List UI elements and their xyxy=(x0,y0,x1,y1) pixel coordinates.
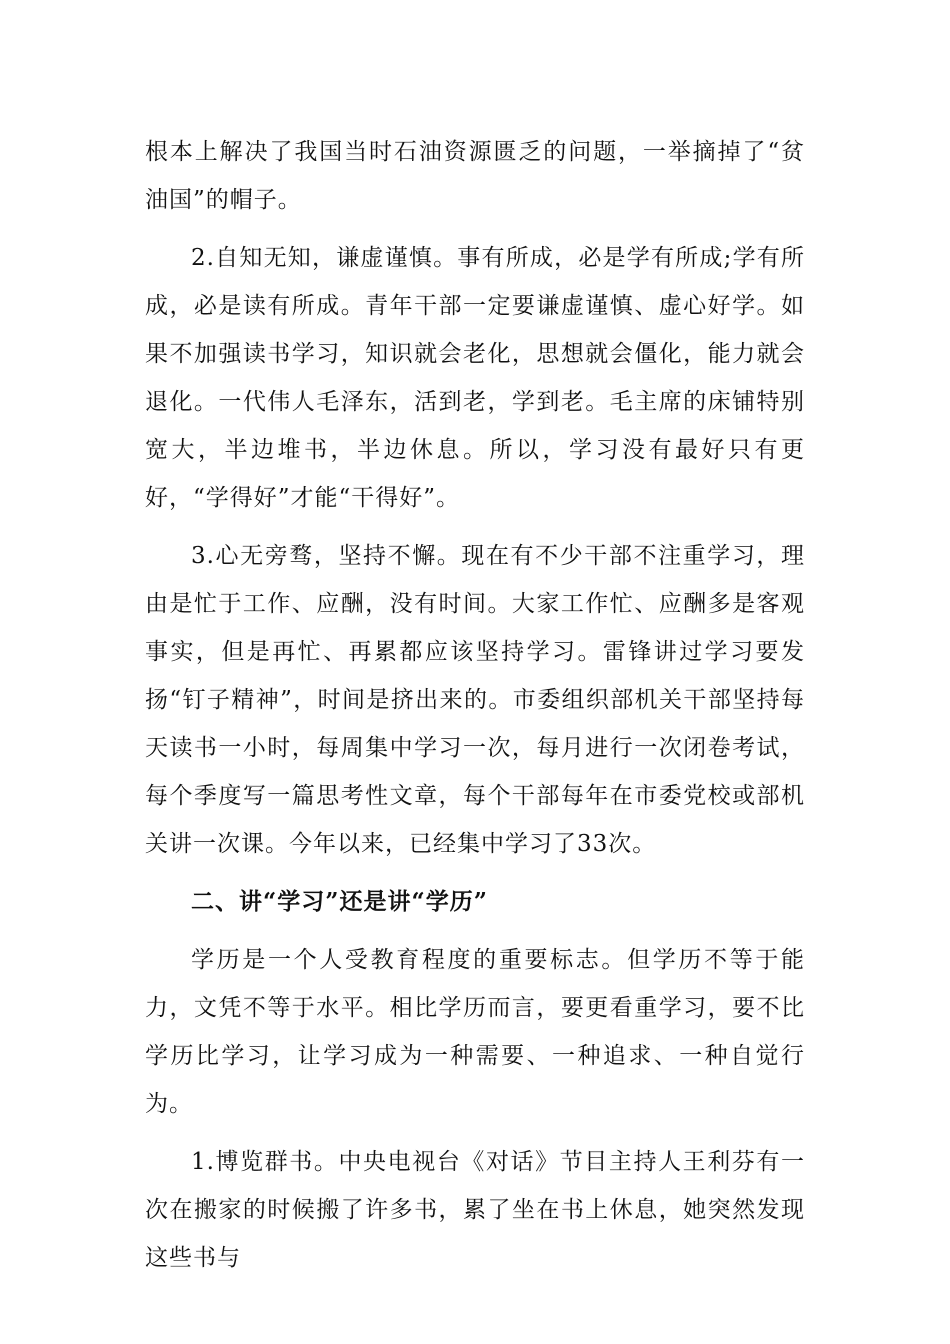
paragraph-intro: 学历是一个人受教育程度的重要标志。但学历不等于能力，文凭不等于水平。相比学历而言，要更看重学习，要不比学历比学习，让学习成为一种需要、一种追求、一种自觉行为。 xyxy=(145,947,805,1117)
document-body xyxy=(145,128,805,1282)
paragraph-point-1: 1.博览群书。中央电视台《对话》节目主持人王利芬有一次在搬家的时候搬了许多书，累了坐在书上休息，她突然发现这些书与 xyxy=(145,1149,805,1271)
section-heading: 二、讲“学习”还是讲“学历” xyxy=(191,888,488,915)
paragraph-point-2: 2.自知无知，谦虚谨慎。事有所成，必是学有所成;学有所成，必是读有所成。青年干部一定要谦虚谨慎、虚心好学。如果不加强读书学习，知识就会老化，思想就会僵化，能力就会退化。一代伟人毛泽东，活到老，学到老。毛主席的床铺特别宽大，半边堆书，半边休息。所以，学习没有最好只有更好，“学得好”才能“干得好”。 xyxy=(145,245,805,511)
paragraph-continuation: 根本上解决了我国当时石油资源匮乏的问题，一举摘掉了“贫油国”的帽子。 xyxy=(145,139,805,213)
paragraph-point-3: 3.心无旁骛，坚持不懈。现在有不少干部不注重学习，理由是忙于工作、应酬，没有时间。大家工作忙、应酬多是客观事实，但是再忙、再累都应该坚持学习。雷锋讲过学习要发扬“钉子精神”，时间是挤出来的。市委组织部机关干部坚持每天读书一小时，每周集中学习一次，每月进行一次闭卷考试，每个季度写一篇思考性文章，每个干部每年在市委党校或部机关讲一次课。今年以来，已经集中学习了33次。 xyxy=(145,543,805,857)
